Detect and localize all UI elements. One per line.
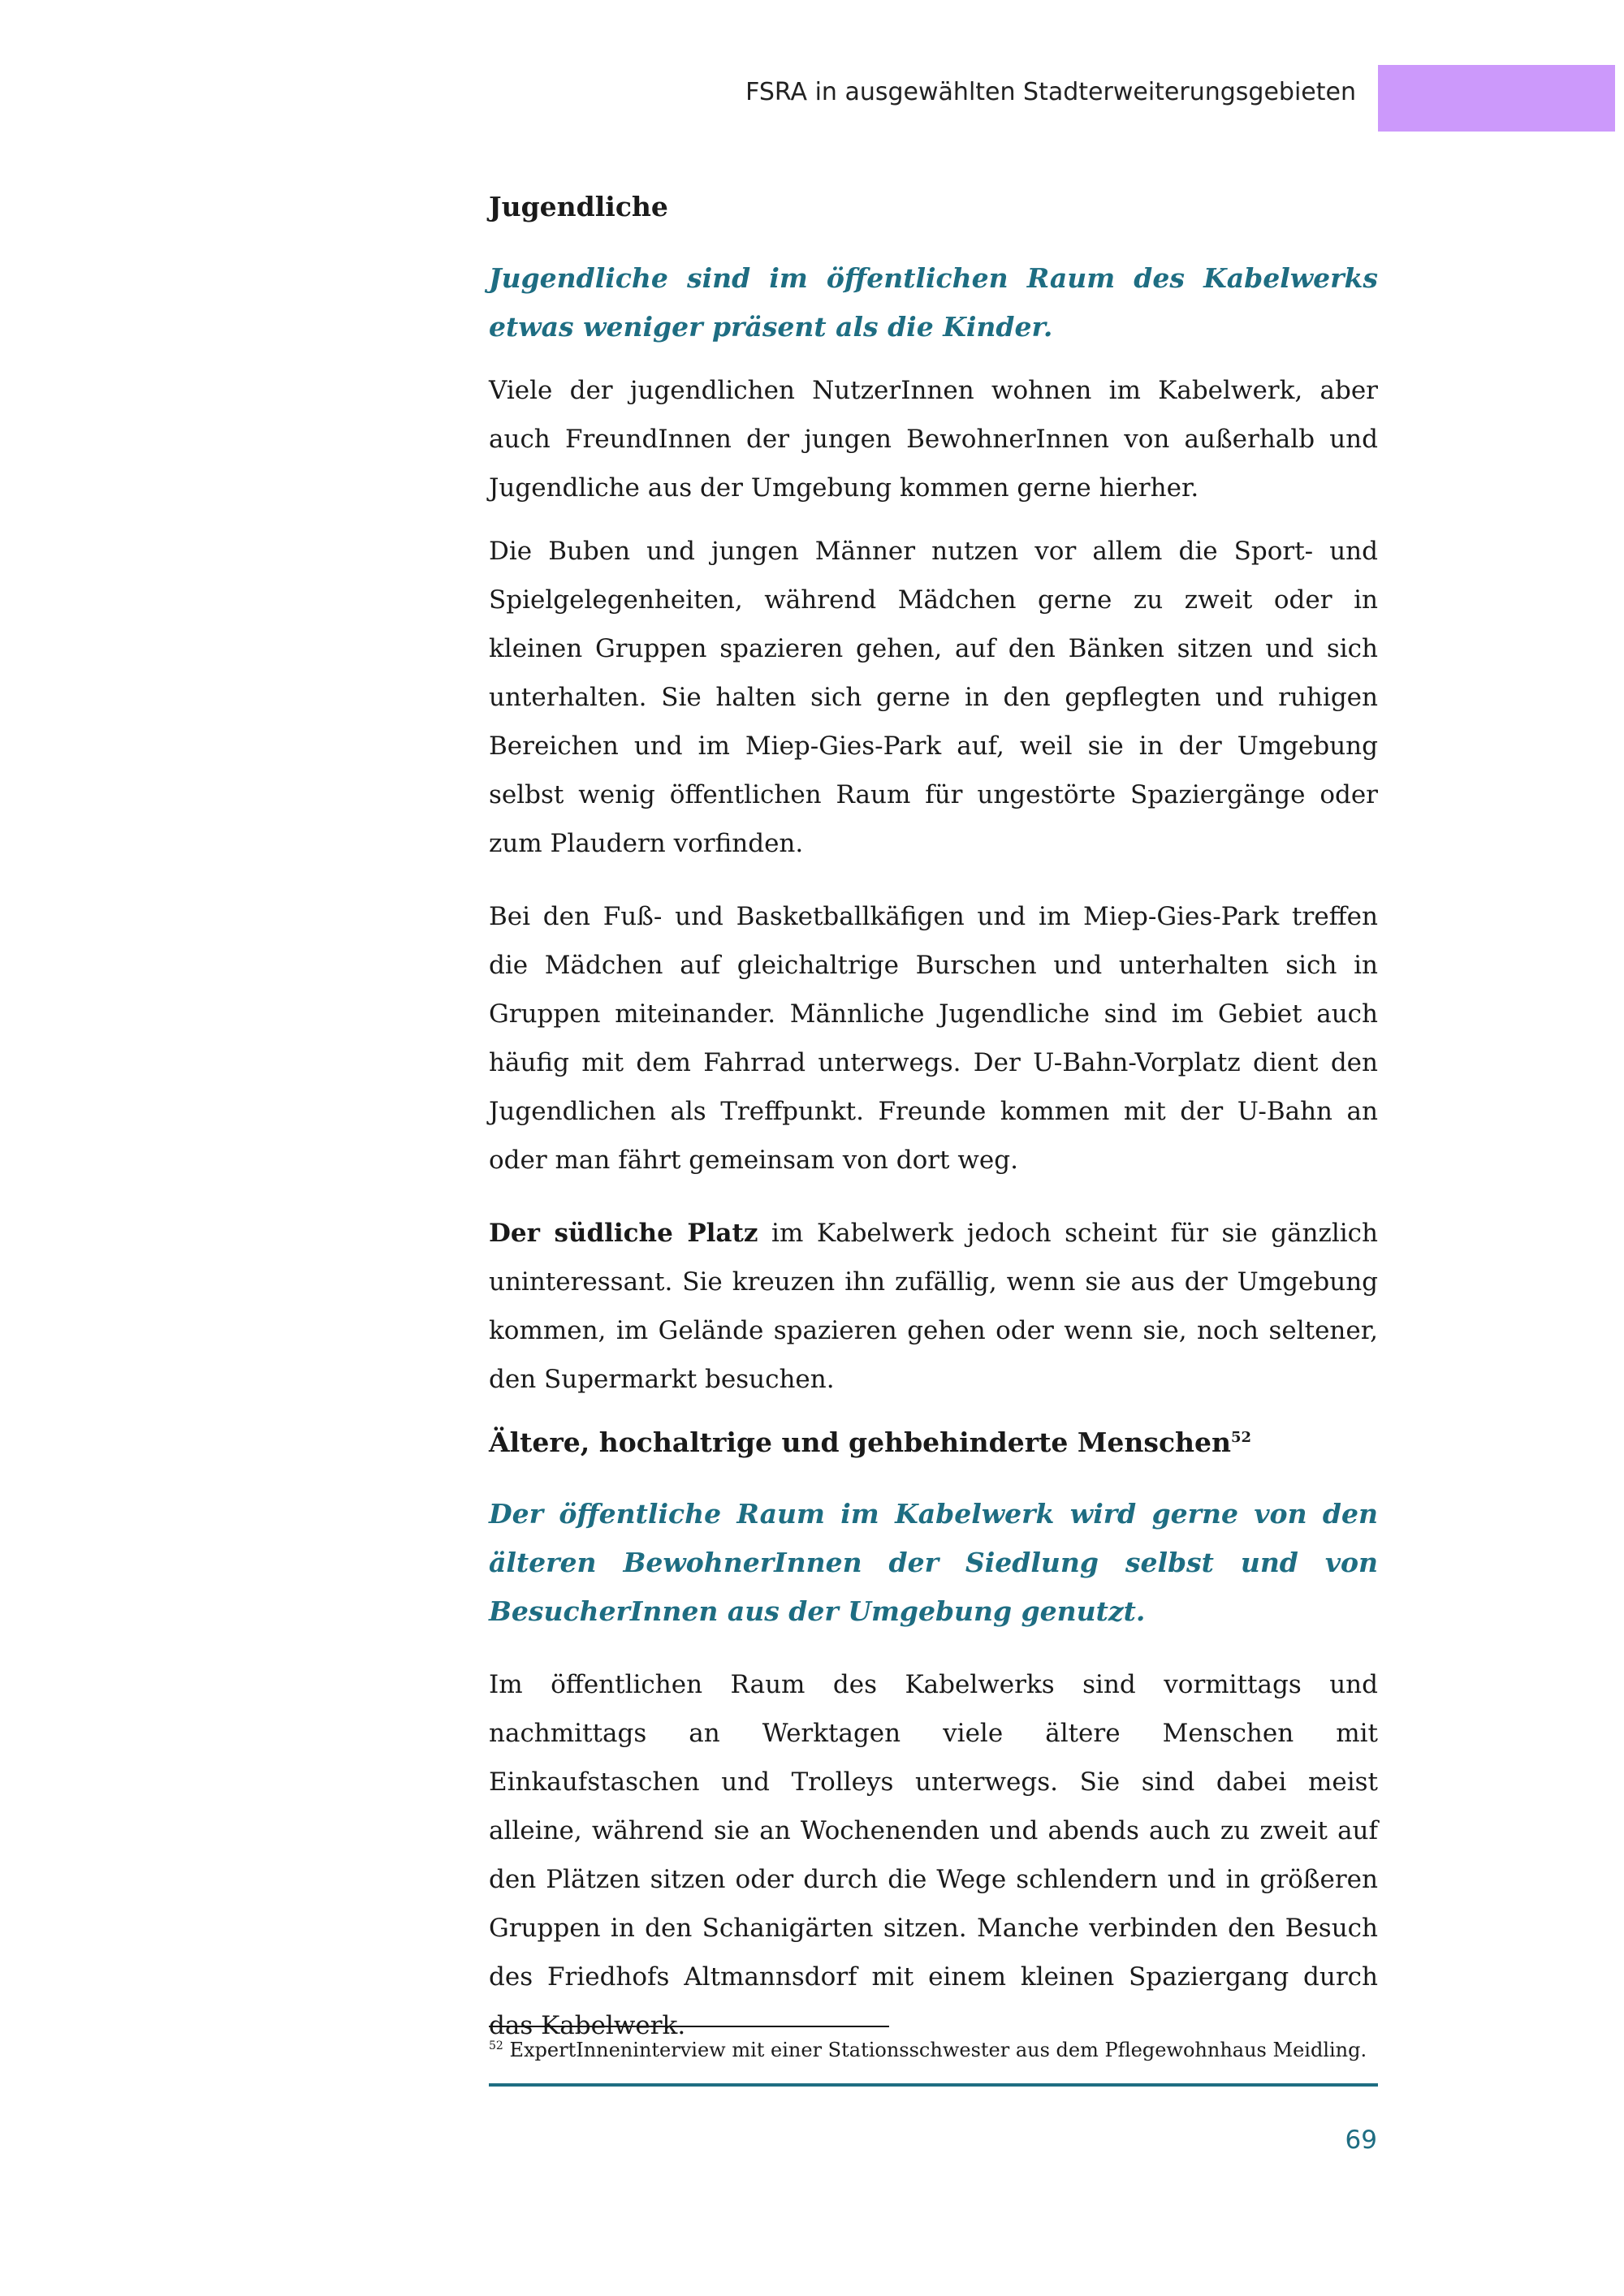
- paragraph: [489, 1209, 1378, 1404]
- paragraph: Die Buben und jungen Männer nutzen vor allem die Sport- und Spielgelegenheiten, während Mädchen gerne zu zweit oder in kleinen Gruppen spazieren gehen, auf den Bänken sitzen und sich unterhalten. Sie halten sich gerne in den gepflegten und ruhigen Bereichen und im Miep-Gies-Park auf, weil sie in der Umgebung selbst wenig öffentlichen Raum für ungestörte Spaziergänge oder zum Plaudern vorfinden.: [489, 537, 1378, 858]
- lead-paragraph-jugendliche: Jugendliche sind im öffentlichen Raum des Kabelwerks etwas weniger präsent als die Kinder.: [489, 262, 1378, 343]
- paragraph: Viele der jugendlichen NutzerInnen wohnen im Kabelwerk, aber auch FreundInnen der jungen BewohnerInnen von außerhalb und Jugendliche aus der Umgebung kommen gerne hierher.: [489, 376, 1378, 503]
- footnote-number: 52: [489, 2039, 503, 2052]
- footnote-text: ExpertInneninterview mit einer Stationsschwester aus dem Pflegewohnhaus Meidling.: [509, 2039, 1367, 2061]
- footnote-reference[interactable]: 52: [1231, 1429, 1252, 1446]
- paragraph: Bei den Fuß- und Basketballkäfigen und im Miep-Gies-Park treffen die Mädchen auf gleichaltrige Burschen und unterhalten sich in Gruppen miteinander. Männliche Jugendliche sind im Gebiet auch häufig mit dem Fahrrad unterwegs. Der U-Bahn-Vorplatz dient den Jugendlichen als Treffpunkt. Freunde kommen mit der U-Bahn an oder man fährt gemeinsam von dort weg.: [489, 902, 1378, 1175]
- main-content: [489, 183, 1378, 2050]
- section-heading-jugendliche: Jugendliche: [489, 191, 668, 222]
- header-accent-bar: [1378, 65, 1615, 132]
- paragraph-text: im Kabelwerk jedoch scheint für sie gänzlich uninteressant. Sie kreuzen ihn zufällig, wenn sie aus der Umgebung kommen, im Gelände spazieren gehen oder wenn sie, noch seltener, den Supermarkt besuchen.: [489, 1219, 1379, 1394]
- section-heading-text: Ältere, hochaltrige und gehbehinderte Menschen: [489, 1426, 1232, 1458]
- footer-divider: [489, 2083, 1378, 2087]
- running-header-title: FSRA in ausgewählten Stadterweiterungsgebieten: [745, 78, 1356, 106]
- emphasis-text: Der südliche Platz: [489, 1219, 758, 1248]
- footnote: [489, 2039, 1378, 2061]
- page-number: 69: [1345, 2126, 1377, 2155]
- footnote-divider: [489, 2026, 889, 2027]
- lead-paragraph-aeltere: Der öffentliche Raum im Kabelwerk wird gerne von den älteren BewohnerInnen der Siedlung selbst und von BesucherInnen aus der Umgebung genutzt.: [489, 1498, 1378, 1627]
- section-heading-aeltere: [489, 1418, 1378, 1467]
- paragraph: Im öffentlichen Raum des Kabelwerks sind vormittags und nachmittags an Werktagen viele ältere Menschen mit Einkaufstaschen und Trolleys unterwegs. Sie sind dabei meist alleine, während sie an Wochenenden und abends auch zu zweit auf den Plätzen sitzen oder durch die Wege schlendern und in größeren Gruppen in den Schanigärten sitzen. Manche verbinden den Besuch des Friedhofs Altmannsdorf mit einem kleinen Spaziergang durch das Kabelwerk.: [489, 1670, 1378, 2040]
